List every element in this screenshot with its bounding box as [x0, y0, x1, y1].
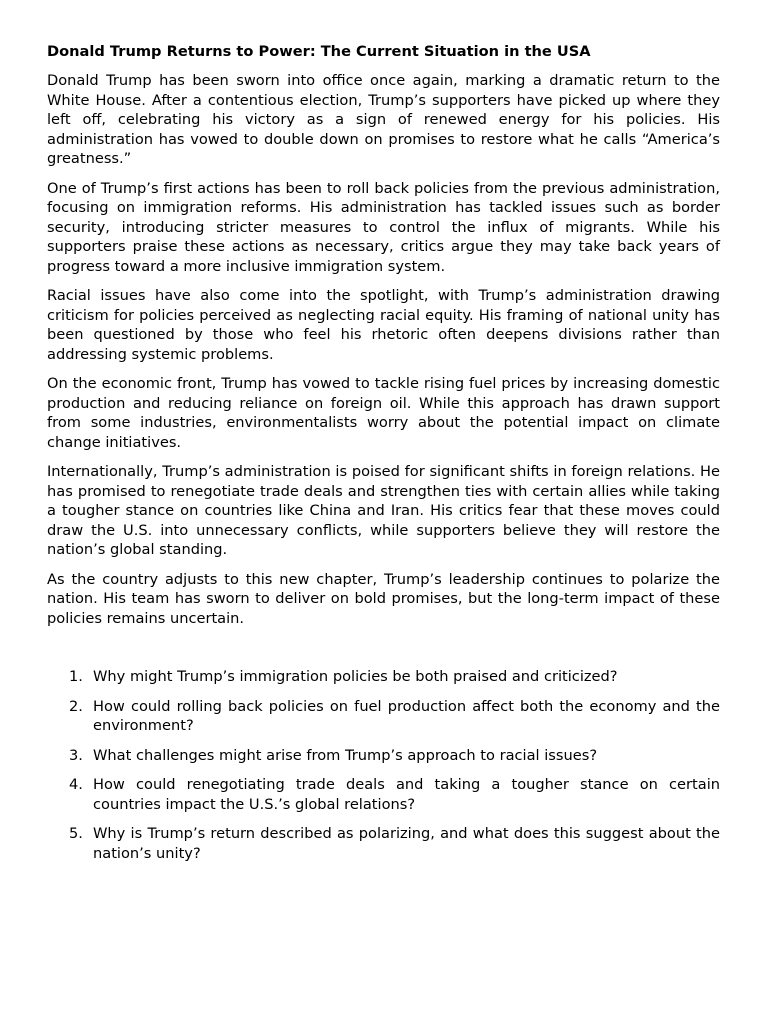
question-text: How could renegotiating trade deals and taking a tougher stance on certain countries impact the U.S.’s global relations?	[93, 776, 720, 813]
question-text: How could rolling back policies on fuel production affect both the economy and the environment?	[93, 697, 720, 734]
question-list	[47, 667, 720, 863]
question-number: 1.	[69, 668, 83, 685]
question-item	[47, 746, 720, 766]
question-text: Why is Trump’s return described as polarizing, and what does this suggest about the nation’s unity?	[93, 825, 720, 862]
question-item	[47, 667, 720, 687]
question-text: What challenges might arise from Trump’s approach to racial issues?	[93, 746, 598, 764]
article-title: Donald Trump Returns to Power: The Current Situation in the USA	[47, 43, 591, 60]
question-number: 3.	[69, 746, 83, 764]
question-text: Why might Trump’s immigration policies be both praised and criticized?	[93, 668, 618, 685]
question-item	[47, 697, 720, 736]
question-number: 2.	[69, 697, 83, 715]
paragraph-4: On the economic front, Trump has vowed to tackle rising fuel prices by increasing domestic production and reducing reliance on foreign oil. While this approach has drawn support from some industries, environmentalists worry about the potential impact on climate change initiatives.	[47, 375, 720, 451]
paragraph-1: Donald Trump has been sworn into office once again, marking a dramatic return to the White House. After a contentious election, Trump’s supporters have picked up where they left off, celebrating his victory as a sign of renewed energy for his policies. His administration has vowed to double down on promises to restore what he calls “America’s greatness.”	[47, 72, 720, 167]
paragraph-6: As the country adjusts to this new chapter, Trump’s leadership continues to polarize the nation. His team has sworn to deliver on bold promises, but the long-term impact of these policies remains uncertain.	[47, 570, 720, 627]
paragraph-2: One of Trump’s first actions has been to roll back policies from the previous administration, focusing on immigration reforms. His administration has tackled issues such as border security, introducing stricter measures to control the influx of migrants. While his supporters praise these actions as necessary, critics argue they may take back years of progress toward a more inclusive immigration system.	[47, 179, 720, 275]
question-number: 5.	[69, 825, 83, 842]
paragraph-3: Racial issues have also come into the spotlight, with Trump’s administration drawing criticism for policies perceived as neglecting racial equity. His framing of national unity has been questioned by those who feel his rhetoric often deepens divisions rather than addressing systemic problems.	[47, 287, 720, 363]
question-item	[47, 824, 720, 863]
question-number: 4.	[69, 776, 83, 793]
paragraph-5: Internationally, Trump’s administration is poised for significant shifts in foreign relations. He has promised to renegotiate trade deals and strengthen ties with certain allies while taking a tougher stance on countries like China and Iran. His critics fear that these moves could draw the U.S. into unnecessary conflicts, while supporters believe they will restore the nation’s global standing.	[47, 463, 720, 558]
question-item	[47, 775, 720, 814]
